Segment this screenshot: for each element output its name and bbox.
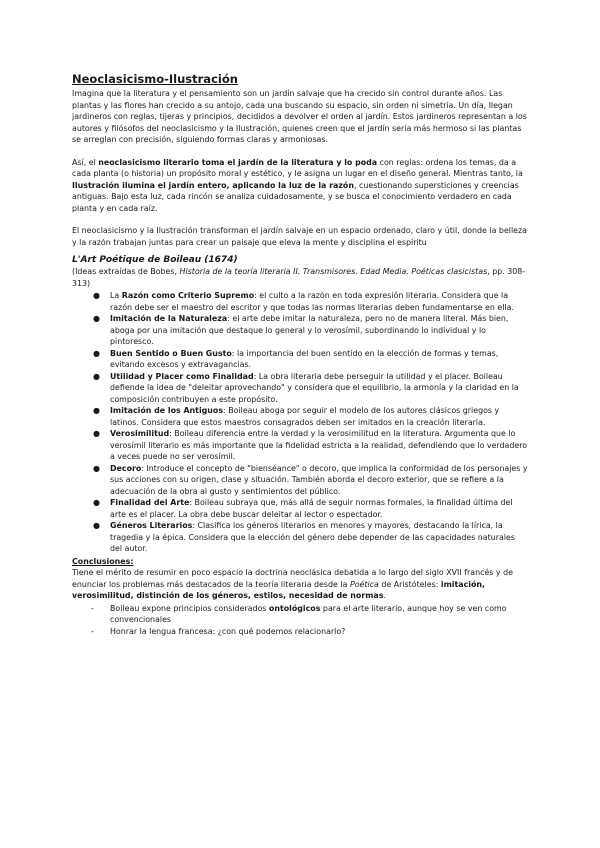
text-span: . bbox=[383, 591, 386, 600]
list-item bbox=[93, 290, 528, 313]
item-text: : Introduce el concepto de "bienséance" o decoro, que implica la conformidad de los personajes y sus acciones con su origen, clase y situación. También aborda el decoro exterior, que se refiere a la adecuación de la obra al gusto y sentimientos del público. bbox=[110, 463, 528, 496]
item-term: Decoro bbox=[110, 463, 142, 473]
dash-icon: - bbox=[91, 603, 94, 613]
text-span: (Ideas extraídas de Bobes, bbox=[72, 267, 180, 276]
item-term: Géneros Literarios bbox=[110, 521, 193, 530]
bullet-icon: ● bbox=[93, 429, 100, 438]
list-item bbox=[91, 603, 528, 626]
list-item bbox=[93, 348, 528, 371]
intro-paragraph-2 bbox=[72, 157, 528, 215]
item-text: Honrar la lengua francesa: ¿con qué podemos relacionarlo? bbox=[110, 626, 346, 636]
dash-icon: - bbox=[91, 626, 94, 636]
item-term: Imitación de los Antiguos bbox=[110, 406, 224, 415]
item-term: ontológicos bbox=[268, 603, 321, 613]
text-span: Así, el bbox=[72, 157, 99, 167]
item-text: : el arte debe imitar la naturaleza, pero no de manera literal. Más bien, aboga por una imitación que destaque lo general y lo verosímil, subordinando lo individual y lo pintoresco. bbox=[110, 314, 509, 346]
item-term: Finalidad del Arte bbox=[110, 498, 190, 507]
item-text: : Clasifica los géneros literarios en menores y mayores, destacando la lírica, la tragedia y la épica. Considera que la elección del género debe depender de las capacidades naturales del autor. bbox=[110, 521, 515, 553]
text-span: , cuestionando supersticiones y creencias antiguas. Bajo esta luz, cada rincón se analiza cuidadosamente, y se busca el conocimiento verdadero en cada planta y en cada raíz. bbox=[72, 180, 519, 213]
list-item bbox=[93, 463, 528, 498]
bullet-icon: ● bbox=[93, 348, 100, 358]
text-span: La bbox=[110, 291, 122, 300]
principles-list bbox=[72, 290, 528, 555]
conclusions-paragraph bbox=[72, 567, 528, 602]
bullet-icon: ● bbox=[93, 406, 100, 415]
item-term: Buen Sentido o Buen Gusto bbox=[110, 348, 232, 358]
bullet-icon: ● bbox=[93, 371, 100, 381]
list-item bbox=[93, 428, 528, 463]
list-item bbox=[93, 520, 528, 555]
text-span: Boileau expone principios considerados bbox=[110, 603, 269, 613]
item-text: : Boileau diferencia entre la verdad y la verosimilitud en la literatura. Argumenta que lo verosímil literario es más importante que la fidelidad estricta a la realidad, defendiendo que lo verdadero a veces puede no ser verosímil. bbox=[110, 429, 528, 461]
text-span: , pp. 308-313) bbox=[72, 267, 526, 288]
list-item bbox=[93, 313, 528, 348]
bullet-icon: ● bbox=[93, 463, 100, 473]
document-content bbox=[72, 73, 528, 637]
intro-paragraph-1: Imagina que la literatura y el pensamiento son un jardín salvaje que ha crecido sin control durante años. Las plantas y las flores han crecido a su antojo, cada una buscando su espacio, sin orden ni simetría. Un día, llegan jardineros con reglas, tijeras y principios, decididos a devolver el orden al jardín. Estos jardineros representan a los autores y filósofos del neoclasicismo y la Ilustración, quienes creen que el jardín sería más hermoso si las plantas se arreglan con precisión, siguiendo formas claras y armoniosas. bbox=[72, 89, 527, 144]
italic-title: Poética bbox=[349, 579, 379, 589]
text-span: Tiene el mérito de resumir en poco espacio la doctrina neoclásica debatida a lo largo del siglo XVII francés y de enunciar los problemas más destacados de la teoría literaria desde la bbox=[72, 568, 513, 589]
item-text: : Boileau subraya que, más allá de seguir normas formales, la finalidad última del arte es el placer. La obra debe buscar deleitar al lector o espectador. bbox=[110, 498, 513, 519]
item-text: : Boileau aboga por seguir el modelo de los autores clásicos griegos y latinos. Considera que estos maestros consagrados deben ser imitados en la creación literaria. bbox=[110, 406, 500, 427]
list-item bbox=[93, 405, 528, 428]
item-text: : La obra literaria debe perseguir la utilidad y el placer. Boileau defiende la idea de "deleitar aprovechando" y considera que el equilibrio, la armonía y la claridad en la composición contribuyen a este propósito. bbox=[110, 371, 519, 404]
item-text: : la importancia del buen sentido en la elección de formas y temas, evitando excesos y extravagancias. bbox=[110, 348, 499, 369]
item-term: Imitación de la Naturaleza bbox=[110, 314, 228, 323]
section-title: L'Art Poétique de Boileau (1674) bbox=[72, 255, 238, 265]
item-term: Verosimilitud bbox=[110, 429, 170, 438]
list-item bbox=[93, 371, 528, 406]
document-title: Neoclasicismo-Ilustración bbox=[72, 72, 238, 86]
item-term: Razón como Criterio Supremo bbox=[121, 291, 255, 300]
italic-title: Historia de la teoría literaria II. Transmisores. Edad Media. Poéticas clasicistas bbox=[179, 267, 488, 276]
text-span: de Aristóteles: bbox=[378, 579, 441, 589]
section-source bbox=[72, 266, 528, 289]
conclusions-list bbox=[72, 603, 528, 638]
bullet-icon: ● bbox=[93, 314, 100, 323]
bold-phrase: imitación, verosimilitud, distinción de los géneros, estilos, necesidad de normas bbox=[72, 579, 486, 600]
bold-phrase: neoclasicismo literario toma el jardín de la literatura y lo poda bbox=[98, 157, 378, 167]
intro-paragraph-3: El neoclasicismo y la Ilustración transforman el jardín salvaje en un espacio ordenado, claro y útil, donde la belleza y la razón trabajan juntas para crear un paisaje que eleva la mente y disciplina el espíritu bbox=[72, 226, 528, 247]
item-term: Utilidad y Placer como Finalidad bbox=[110, 371, 254, 381]
bold-phrase: Ilustración ilumina el jardín entero, aplicando la luz de la razón bbox=[72, 180, 354, 190]
bullet-icon: ● bbox=[93, 291, 100, 300]
conclusions-title: Conclusiones: bbox=[72, 556, 134, 566]
list-item bbox=[93, 497, 528, 520]
text-span: con reglas: ordena los temas, da a cada planta (o historia) un propósito moral y estético, y le asigna un lugar en el diseño general. Mientras tanto, la bbox=[72, 157, 523, 178]
bullet-icon: ● bbox=[93, 521, 100, 530]
item-text: para el arte literario, aunque hoy se ven como convencionales bbox=[110, 603, 507, 624]
bullet-icon: ● bbox=[93, 498, 100, 507]
list-item bbox=[91, 626, 528, 638]
item-text: : el culto a la razón en toda expresión literaria. Considera que la razón debe ser el maestro del escritor y que todas las normas literarias deben fundamentarse en ella. bbox=[110, 291, 514, 312]
